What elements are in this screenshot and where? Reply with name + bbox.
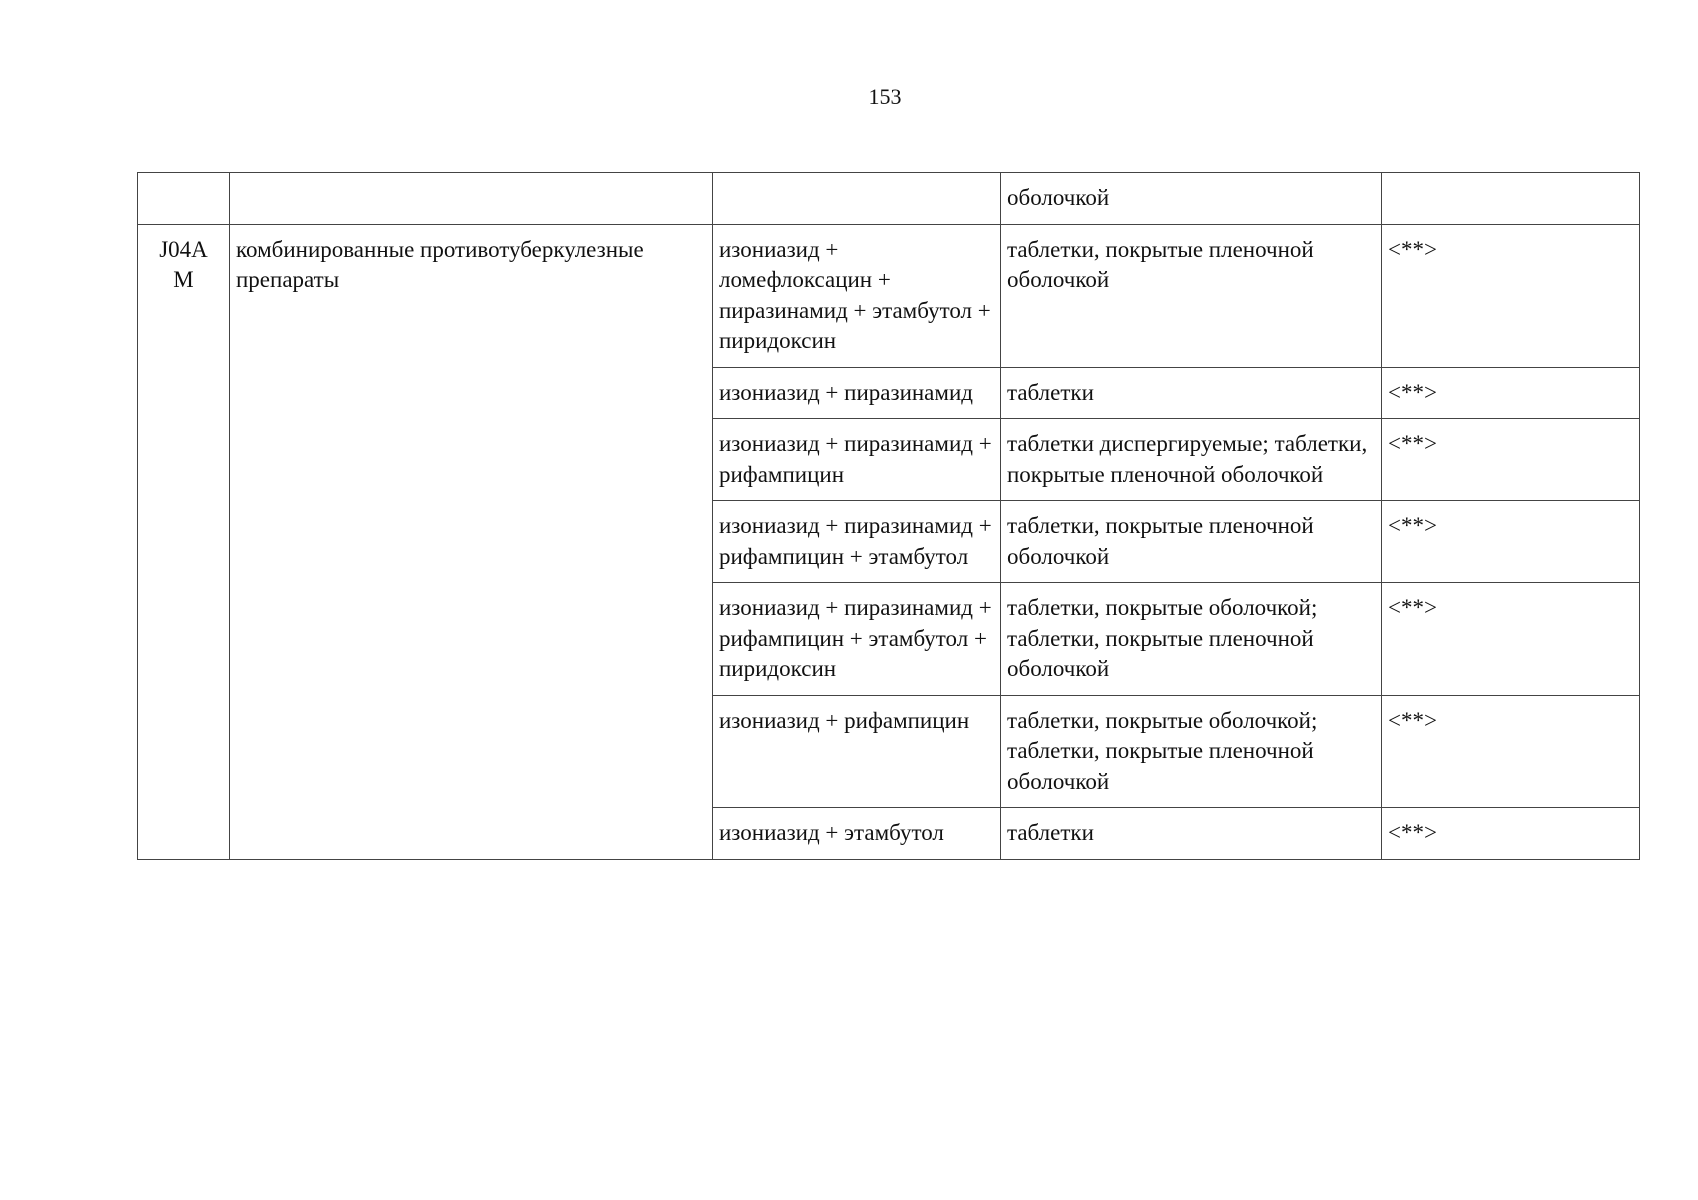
substance-cell: изониазид + пиразинамид + рифампицин + этамбутол + пиридоксин xyxy=(713,583,1001,696)
code-cell xyxy=(138,173,230,225)
form-cell: таблетки, покрытые оболочкой; таблетки, покрытые пленочной оболочкой xyxy=(1001,695,1382,808)
form-cell: таблетки, покрытые оболочкой; таблетки, покрытые пленочной оболочкой xyxy=(1001,583,1382,696)
note-cell: <**> xyxy=(1382,695,1640,808)
atc-code-line-1: J04A xyxy=(159,236,208,262)
substance-cell: изониазид + этамбутол xyxy=(713,808,1001,860)
note-cell: <**> xyxy=(1382,583,1640,696)
atc-code-cell xyxy=(138,224,230,859)
form-cell: таблетки xyxy=(1001,367,1382,419)
substance-cell: изониазид + пиразинамид xyxy=(713,367,1001,419)
form-cell: оболочкой xyxy=(1001,173,1382,225)
substance-cell: изониазид + ломефлоксацин + пиразинамид + этамбутол + пиридоксин xyxy=(713,224,1001,367)
substance-cell xyxy=(713,173,1001,225)
table-row xyxy=(138,224,1640,367)
group-name-cell: комбинированные противотуберкулезные препараты xyxy=(230,224,713,859)
drug-table xyxy=(137,172,1640,860)
note-cell xyxy=(1382,173,1640,225)
note-cell: <**> xyxy=(1382,808,1640,860)
table-row-continuation xyxy=(138,173,1640,225)
form-cell: таблетки xyxy=(1001,808,1382,860)
substance-cell: изониазид + рифампицин xyxy=(713,695,1001,808)
form-cell: таблетки, покрытые пленочной оболочкой xyxy=(1001,501,1382,583)
substance-cell: изониазид + пиразинамид + рифампицин + этамбутол xyxy=(713,501,1001,583)
form-cell: таблетки, покрытые пленочной оболочкой xyxy=(1001,224,1382,367)
note-cell: <**> xyxy=(1382,501,1640,583)
group-cell xyxy=(230,173,713,225)
note-cell: <**> xyxy=(1382,419,1640,501)
note-cell: <**> xyxy=(1382,224,1640,367)
atc-code-line-2: M xyxy=(173,267,194,292)
note-cell: <**> xyxy=(1382,367,1640,419)
form-cell: таблетки диспергируемые; таблетки, покрытые пленочной оболочкой xyxy=(1001,419,1382,501)
page-number: 153 xyxy=(868,84,902,109)
substance-cell: изониазид + пиразинамид + рифампицин xyxy=(713,419,1001,501)
